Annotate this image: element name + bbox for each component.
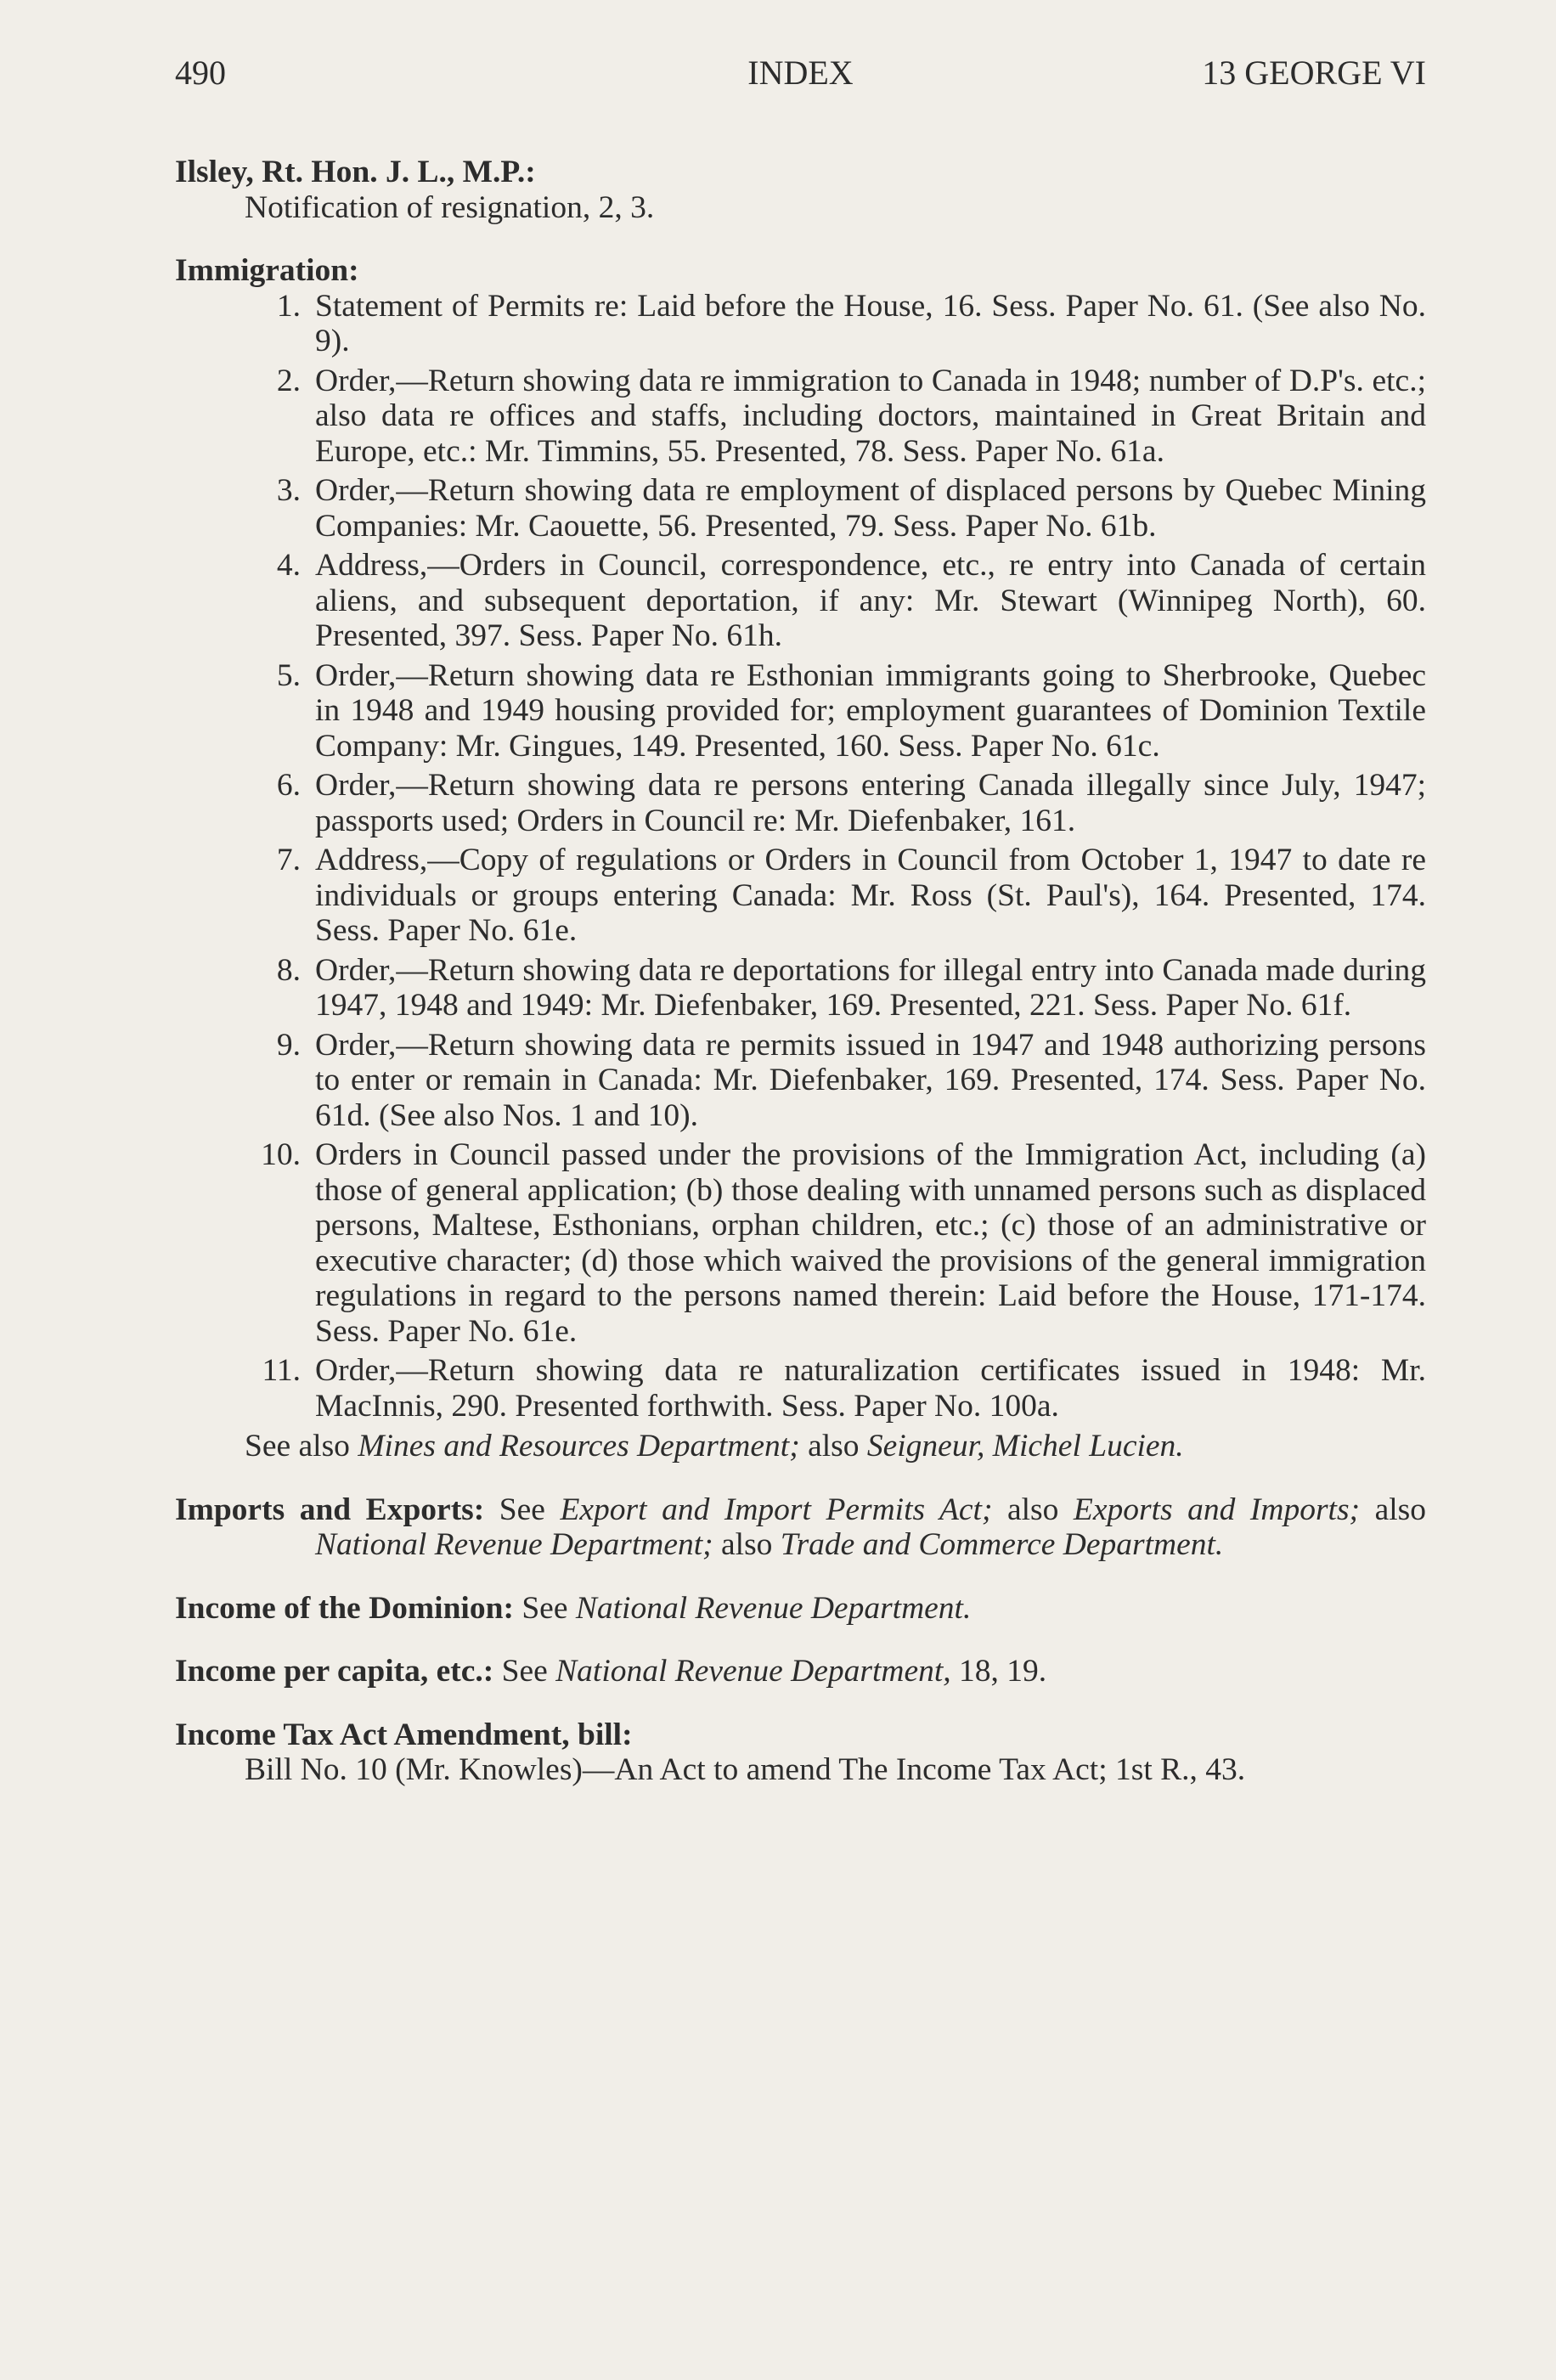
immigration-item [175, 1353, 1426, 1424]
page-refs: 18, 19. [959, 1654, 1047, 1689]
see-label: See [521, 1590, 568, 1626]
item-text: Address,—Copy of regulations or Orders in Council from October 1, 1947 to date re individuals or groups entering Canada: Mr. Ross (St. Paul's), 164. Presented, 174. Sess. Paper No. 61e. [315, 843, 1426, 948]
item-number: 2. [276, 363, 301, 398]
entry-heading: Income Tax Act Amendment, bill: [175, 1717, 633, 1752]
item-text: Order,—Return showing data re immigration to Canada in 1948; number of D.P's. etc.; also data re offices and staffs, including doctors, maintained in Great Britain and Europe, etc.: Mr. Timmins, 55. Presented, 78. Sess. Paper No. 61a. [315, 363, 1426, 469]
item-number: 5. [276, 657, 301, 693]
see-ref: National Revenue Department, [555, 1654, 951, 1689]
index-entry-ilsley [175, 155, 1426, 225]
page-number: 490 [175, 54, 226, 92]
immigration-item [175, 289, 1426, 359]
index-entry-income-dominion [175, 1591, 1426, 1627]
see-connector: also [1374, 1492, 1426, 1527]
see-connector: also [1006, 1492, 1059, 1527]
item-text: Order,—Return showing data re naturalization certificates issued in 1948: Mr. MacInnis, 290. Presented forthwith. Sess. Paper No. 100a. [315, 1353, 1426, 1424]
immigration-item [175, 548, 1426, 654]
index-entry-income-capita [175, 1654, 1426, 1689]
item-number: 3. [276, 473, 301, 508]
item-text: Orders in Council passed under the provisions of the Immigration Act, including (a) those of general application; (b) those dealing with unnamed persons such as displaced persons, Maltese, Esthonians, orphan children, etc.; (c) those of an administrative or executive character; (d) those which waived the provisions of the general immigration regulations in regard to the persons named therein: Laid before the House, 171-174. Sess. Paper No. 61e. [315, 1137, 1426, 1349]
see-ref: Trade and Commerce Department. [780, 1527, 1224, 1562]
item-number: 11. [262, 1353, 301, 1388]
immigration-item [175, 364, 1426, 470]
item-number: 9. [276, 1027, 301, 1063]
entry-heading: Imports and Exports: [175, 1492, 485, 1527]
item-number: 6. [276, 768, 301, 803]
see-ref: Export and Import Permits Act; [560, 1492, 993, 1527]
see-label: See [501, 1654, 548, 1689]
see-ref: National Revenue Department; [315, 1527, 713, 1562]
page-title: INDEX [747, 54, 854, 92]
entry-heading: Immigration: [175, 253, 359, 288]
see-ref: National Revenue Department. [575, 1590, 972, 1626]
item-number: 1. [276, 288, 301, 324]
see-ref: Exports and Imports; [1073, 1492, 1361, 1527]
see-connector: also [721, 1527, 773, 1562]
item-text: Order,—Return showing data re persons entering Canada illegally since July, 1947; passports used; Orders in Council re: Mr. Diefenbaker, 161. [315, 768, 1426, 838]
item-number: 8. [276, 952, 301, 988]
entry-heading: Income of the Dominion: [175, 1590, 514, 1626]
item-text: Order,—Return showing data re deportations for illegal entry into Canada made during 1947, 1948 and 1949: Mr. Diefenbaker, 169. Presented, 221. Sess. Paper No. 61f. [315, 952, 1426, 1023]
immigration-list [175, 289, 1426, 1424]
item-text: Order,—Return showing data re Esthonian immigrants going to Sherbrooke, Quebec in 1948 and 1949 housing provided for; employment guarantees of Dominion Textile Company: Mr. Gingues, 149. Presented, 160. Sess. Paper No. 61c. [315, 657, 1426, 764]
reign-label: 13 GEORGE VI [1202, 54, 1426, 92]
see-also-ref: Seigneur, Michel Lucien. [866, 1429, 1184, 1464]
item-number: 10. [261, 1137, 301, 1172]
index-entry-income-tax [175, 1717, 1426, 1788]
see-also-ref: Mines and Resources Department; [358, 1429, 800, 1464]
index-entry-imports-exports [175, 1492, 1426, 1563]
item-text: Order,—Return showing data re employment of displaced persons by Quebec Mining Companies: Mr. Caouette, 56. Presented, 79. Sess. Paper No. 61b. [315, 473, 1426, 544]
see-also-connector: also [808, 1429, 860, 1464]
item-text: Statement of Permits re: Laid before the House, 16. Sess. Paper No. 61. (See also No. 9). [315, 288, 1426, 358]
see-also-prefix: See also [245, 1429, 350, 1464]
immigration-item [175, 473, 1426, 544]
entry-text: Bill No. 10 (Mr. Knowles)—An Act to amend The Income Tax Act; 1st R., 43. [245, 1752, 1246, 1787]
immigration-item [175, 953, 1426, 1024]
item-number: 4. [276, 548, 301, 583]
immigration-item [175, 768, 1426, 838]
entry-text: Notification of resignation, 2, 3. [245, 189, 655, 225]
item-text: Address,—Orders in Council, correspondence, etc., re entry into Canada of certain aliens, and subsequent deportation, if any: Mr. Stewart (Winnipeg North), 60. Presented, 397. Sess. Paper No. 61h. [315, 548, 1426, 653]
immigration-item [175, 843, 1426, 949]
index-content [175, 155, 1426, 1788]
item-number: 7. [276, 843, 301, 877]
see-label: See [499, 1492, 545, 1527]
item-text: Order,—Return showing data re permits issued in 1947 and 1948 authorizing persons to enter or remain in Canada: Mr. Diefenbaker, 169. Presented, 174. Sess. Paper No. 61d. (See also Nos. 1 and 10). [315, 1027, 1426, 1133]
entry-heading: Income per capita, etc.: [175, 1654, 494, 1689]
immigration-item [175, 1028, 1426, 1134]
see-also-line [175, 1429, 1426, 1464]
immigration-item [175, 1137, 1426, 1349]
immigration-item [175, 658, 1426, 764]
entry-heading: Ilsley, Rt. Hon. J. L., M.P.: [175, 155, 536, 189]
page-header [175, 53, 1426, 104]
index-entry-immigration [175, 253, 1426, 1464]
